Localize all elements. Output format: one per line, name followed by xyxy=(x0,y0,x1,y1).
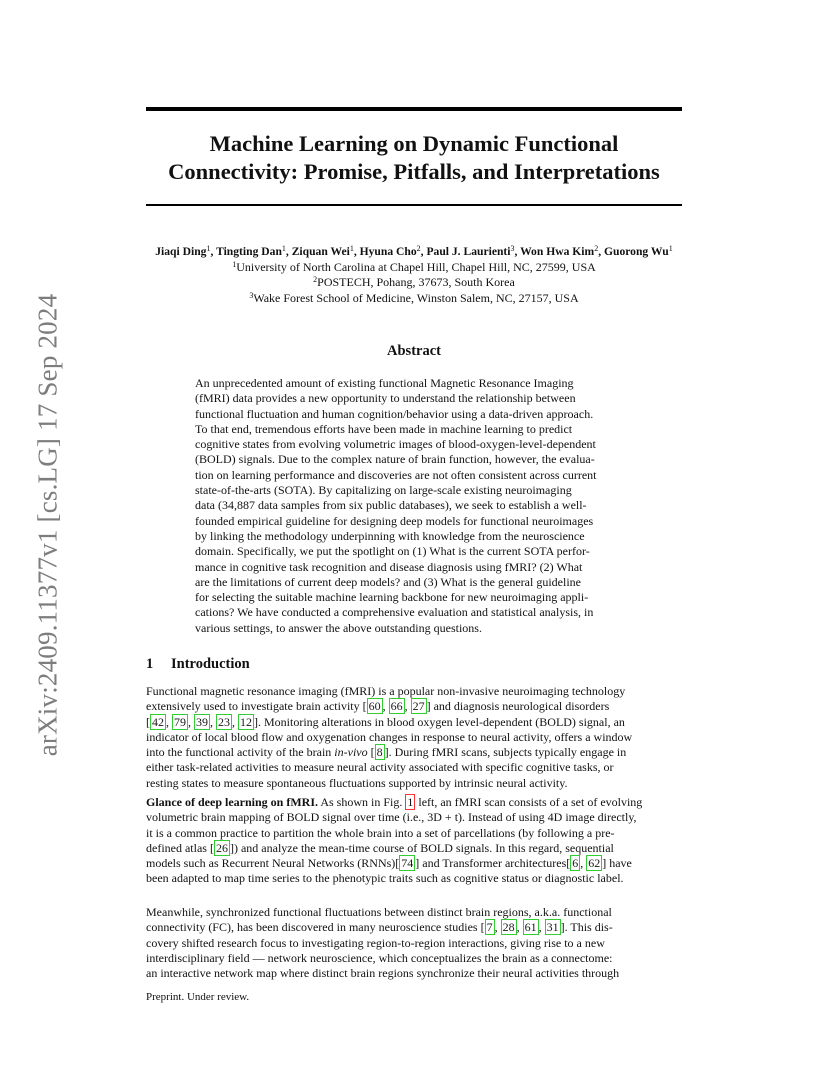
abstract-line: tion on learning performance and discoveries are not often consistent across current xyxy=(195,467,597,482)
citation-link[interactable]: 62 xyxy=(588,856,601,871)
footer-note: Preprint. Under review. xyxy=(146,991,250,1003)
affiliation-1: $^1$University of North Carolina at Chapel Hill, Chapel Hill, NC, 27599, USA xyxy=(232,259,596,274)
abstract-line: state-of-the-arts (SOTA). By capitalizing on large-scale existing neuroimaging xyxy=(195,483,572,498)
affiliation-marker: 1 xyxy=(668,244,673,253)
abstract-line: various settings, to answer the above outstanding questions. xyxy=(195,620,482,635)
abstract-line: domain. Specifically, we put the spotlight on (1) What is the current SOTA perfor- xyxy=(195,544,590,559)
abstract-line: cations? We have conducted a comprehensive evaluation and statistical analysis, in xyxy=(195,605,594,620)
author-name: Jiaqi Ding xyxy=(155,245,207,258)
citation-link[interactable]: 61 xyxy=(524,920,537,935)
section-heading-introduction xyxy=(146,656,250,673)
affiliation-marker: 1 xyxy=(281,244,286,253)
author-name: Tingting Dan xyxy=(216,245,282,258)
abstract-heading: Abstract xyxy=(387,343,441,359)
citation-link[interactable]: 39 xyxy=(196,714,208,729)
title-top-rule xyxy=(146,107,682,111)
citation-link[interactable]: 60 xyxy=(368,699,381,714)
citation-link[interactable]: 6 xyxy=(572,856,579,871)
abstract-line: (fMRI) data provides a new opportunity to understand the relationship between xyxy=(195,391,576,406)
citation-link[interactable]: 42 xyxy=(152,714,164,729)
affiliation-marker: 2 xyxy=(594,244,599,253)
title-bottom-rule xyxy=(146,204,682,206)
abstract-line: (BOLD) signals. Due to the complex nature of brain function, however, the evalua- xyxy=(195,452,595,467)
figure-ref-link[interactable]: 1 xyxy=(407,795,414,809)
title-line-2: Connectivity: Promise, Pitfalls, and Interpretations xyxy=(168,159,660,184)
citation-link[interactable]: 26 xyxy=(215,840,228,855)
abstract-line: To that end, tremendous efforts have been made in machine learning to predict xyxy=(195,421,573,436)
affiliation-marker: 3 xyxy=(510,244,515,253)
title-line-1: Machine Learning on Dynamic Functional xyxy=(209,131,619,156)
affiliation-marker: 2 xyxy=(416,244,421,253)
author-name: Paul J. Laurienti xyxy=(426,245,511,258)
citation-link[interactable]: 79 xyxy=(174,714,186,729)
abstract-line: An unprecedented amount of existing functional Magnetic Resonance Imaging xyxy=(195,376,574,390)
author-name: Won Hwa Kim xyxy=(520,245,595,258)
citation-link[interactable]: 66 xyxy=(390,699,403,714)
author-block xyxy=(120,244,708,306)
intro-paragraph-2: Glance of deep learning on fMRI. As shown in Fig. 1 left, an fMRI scan consists of a set of evolving volumetric brain mapping of BOLD signal over time (i.e., 3D + t). Instead of using 4D image directly, it is a common practice to partition the whole brain into a set of parcellations (by following a pre- defined atlas [ 26 ]) and analyze the mean-time course of BOLD signals. In this regard, sequential models such as Recurrent Neural Networks (RNNs)[ 74 ] and Transformer architectures[ 6 , 62 ] have been adapted to map time series to the phenotypic traits such as cognitive status or diagnostic label. xyxy=(146,795,643,886)
intro-paragraph-1: Functional magnetic resonance imaging (fMRI) is a popular non-invasive neuroimaging technology extensively used to investigate brain activity [ 60 , 66 , 27 ] and diagnosis neurological disorders [ 42 , 79 , 39 , 23 , 12 ]. Monitoring alterations in blood oxygen level-dependent (BOLD) signal, an indicator of local blood flow and oxygenation changes in response to neural activity, offers a window into the functional activity of the brain in-vivo [ 8 ]. During fMRI scans, subjects typically engage in either task-related activities to measure neural activity associated with specific cognitive tasks, or resting states to measure spontaneous fluctuations supported by intrinsic neural activity. xyxy=(146,684,633,790)
affiliation-marker: 1 xyxy=(349,244,354,253)
citation-link[interactable]: 27 xyxy=(412,699,425,714)
abstract-line: are the limitations of current deep models? and (3) What is the general guideline xyxy=(195,574,581,589)
section-title: Introduction xyxy=(171,656,250,672)
paper-title xyxy=(146,130,682,186)
author-name: Guorong Wu xyxy=(603,245,669,258)
arxiv-identifier-stamp: arXiv:2409.11377v1 [cs.LG] 17 Sep 2024 xyxy=(32,293,63,757)
citation-link[interactable]: 23 xyxy=(218,714,230,729)
affiliation-2: $^2$POSTECH, Pohang, 37673, South Korea xyxy=(313,275,515,289)
abstract-line: mance in cognitive task recognition and disease diagnosis using fMRI? (2) What xyxy=(195,559,583,574)
author-list: Jiaqi Ding$^1$, Tingting Dan$^1$, Ziquan Wei$^1$, Hyuna Cho$^2$, Paul J. Laurienti$^3$, Won Hwa Kim$^2$, Guorong Wu$^1$ xyxy=(155,244,673,258)
citation-link[interactable]: 31 xyxy=(546,920,559,935)
citation-link[interactable]: 7 xyxy=(486,920,493,935)
affiliation-marker: 1 xyxy=(206,244,211,253)
abstract-line: cognitive states from evolving volumetric images of blood-oxygen-level-dependent xyxy=(195,437,596,452)
abstract-line: founded empirical guideline for designing deep models for functional neuroimages xyxy=(195,513,594,528)
abstract-line: for selecting the suitable machine learning backbone for new neuroimaging appli- xyxy=(195,590,589,605)
affiliation-3: $^3$Wake Forest School of Medicine, Winston Salem, NC, 27157, USA xyxy=(249,290,579,305)
citation-link[interactable]: 8 xyxy=(376,745,383,760)
abstract-line: by linking the methodology underpinning with knowledge from the neuroscience xyxy=(195,528,585,543)
citation-link[interactable]: 12 xyxy=(240,714,252,729)
abstract-body xyxy=(195,376,633,636)
author-name: Ziquan Wei xyxy=(291,245,350,258)
section-number: 1 xyxy=(146,656,154,672)
abstract-line: data (34,887 data samples from six public databases), we seek to establish a well- xyxy=(195,498,587,513)
citation-link[interactable]: 74 xyxy=(401,856,414,871)
intro-paragraph-3: Meanwhile, synchronized functional fluctuations between distinct brain regions, a.k.a. functional connectivity (FC), has been discovered in many neuroscience studies [ 7 , 28 , 61 , 31 ]. This dis- covery shifted research focus to investigating region-to-region interactions, giving rise to a new interdisciplinary field — network neuroscience, which conceptualizes the brain as a connectome: an interactive network map where distinct brain regions synchronize their neural activities through xyxy=(146,905,620,981)
abstract-line: functional fluctuation and human cognition/behavior using a data-driven approach. xyxy=(195,406,594,421)
paragraph-lead: Glance of deep learning on fMRI. xyxy=(146,795,318,809)
citation-link[interactable]: 28 xyxy=(502,920,515,935)
author-name: Hyuna Cho xyxy=(359,245,417,258)
